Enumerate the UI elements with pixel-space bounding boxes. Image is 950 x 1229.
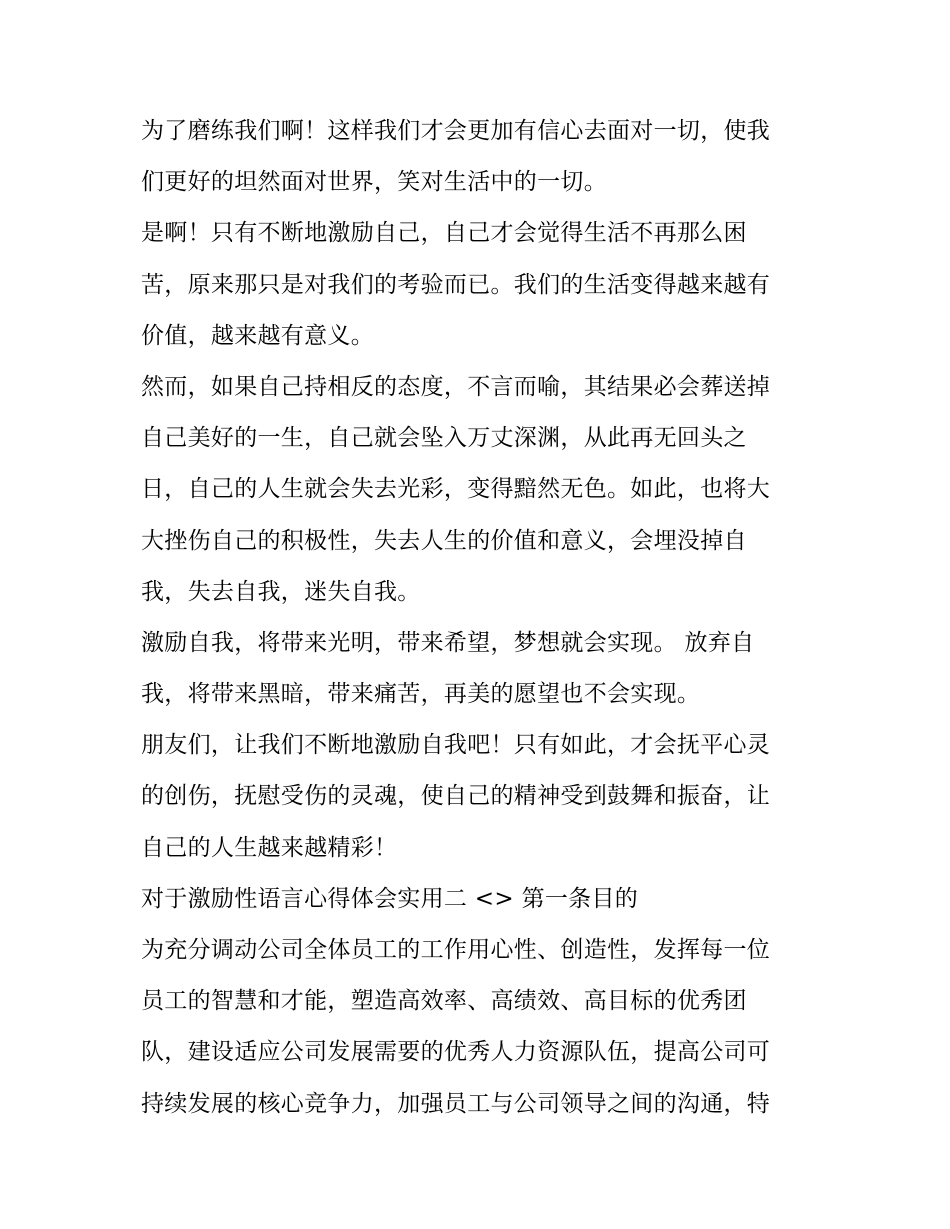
text-line: 自己美好的一生，自己就会坠入万丈深渊，从此再无回头之 <box>141 425 747 452</box>
section-heading: 对于激励性语言心得体会实用二 <> 第一条目的 <box>141 885 639 912</box>
text-line: 我，将带来黑暗，带来痛苦，再美的愿望也不会实现。 <box>141 681 701 708</box>
text-line: 大挫伤自己的积极性，失去人生的价值和意义，会埋没掉自 <box>141 527 747 554</box>
text-line: 激励自我，将带来光明，带来希望，梦想就会实现。 放弃自 <box>141 629 755 656</box>
text-line: 然而，如果自己持相反的态度，不言而喻，其结果必会葬送掉 <box>141 373 771 400</box>
text-line: 持续发展的核心竞争力，加强员工与公司领导之间的沟通，特 <box>141 1090 771 1117</box>
document-body <box>141 106 816 1130</box>
text-line: 为充分调动公司全体员工的工作用心性、创造性，发挥每一位 <box>141 937 771 963</box>
text-line: 的创伤，抚慰受伤的灵魂，使自己的精神受到鼓舞和振奋，让 <box>141 783 771 810</box>
text-line: 日，自己的人生就会失去光彩，变得黯然无色。如此，也将大 <box>141 476 771 503</box>
text-line: 苦，原来那只是对我们的考验而已。我们的生活变得越来越有 <box>141 271 771 298</box>
text-line: 我，失去自我，迷失自我。 <box>141 578 421 605</box>
text-line: 价值，越来越有意义。 <box>141 322 374 349</box>
text-line: 是啊！只有不断地激励自己，自己才会觉得生活不再那么困 <box>141 220 747 247</box>
text-line: 队，建设适应公司发展需要的优秀人力资源队伍，提高公司可 <box>141 1039 771 1066</box>
text-line: 自己的人生越来越精彩！ <box>141 834 398 861</box>
text-line: 们更好的坦然面对世界，笑对生活中的一切。 <box>141 169 607 196</box>
text-line: 员工的智慧和才能，塑造高效率、高绩效、高目标的优秀团 <box>141 988 747 1015</box>
text-line: 为了磨练我们啊！这样我们才会更加有信心去面对一切，使我 <box>141 118 771 144</box>
text-line: 朋友们，让我们不断地激励自我吧！只有如此，才会抚平心灵 <box>141 732 771 759</box>
